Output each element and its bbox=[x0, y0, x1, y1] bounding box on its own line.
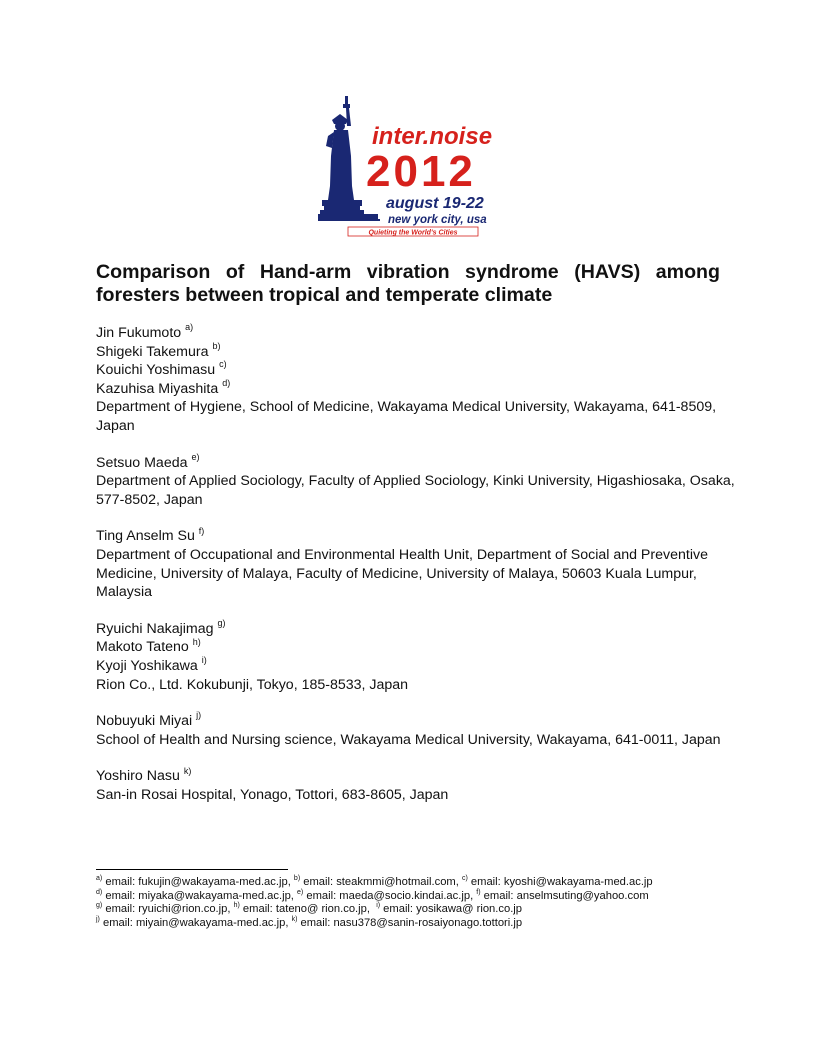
author-group bbox=[96, 527, 736, 601]
footnote-mark: h) bbox=[233, 902, 240, 910]
author-name bbox=[96, 340, 736, 362]
footnote-mark: b) bbox=[293, 875, 301, 883]
footnote-email: email: yosikawa@ rion.co.jp bbox=[380, 903, 523, 916]
author-name-text: Nobuyuki Miyai bbox=[96, 713, 193, 730]
logo-dates: august 19-22 bbox=[386, 195, 484, 212]
footnote-mark: k) bbox=[291, 916, 298, 924]
author-affiliation: San-in Rosai Hospital, Yonago, Tottori, 683-8605, Japan bbox=[96, 786, 449, 803]
paper-title: Comparison of Hand-arm vibration syndrome (HAVS) among foresters between tropical and temperate climate bbox=[96, 261, 720, 306]
footnote-email: email: nasu378@sanin-rosaiyonago.tottori.jp bbox=[297, 916, 523, 929]
author-name bbox=[96, 617, 736, 639]
author-mark: a) bbox=[185, 322, 194, 333]
author-affiliation: Department of Hygiene, School of Medicine, Wakayama Medical University, Wakayama, 641-8509, Japan bbox=[96, 399, 717, 434]
author-group bbox=[96, 767, 736, 804]
author-name-text: Jin Fukumoto bbox=[96, 325, 182, 341]
author-affiliation: School of Health and Nursing science, Wakayama Medical University, Wakayama, 641-0011, Japan bbox=[96, 731, 721, 748]
author-mark: i) bbox=[201, 655, 207, 666]
author-mark: h) bbox=[192, 636, 201, 647]
author-name bbox=[96, 380, 736, 399]
author-name-text: Makoto Tateno bbox=[96, 639, 189, 656]
footnote-mark: a) bbox=[96, 875, 103, 883]
author-name bbox=[96, 324, 736, 343]
author-name bbox=[96, 361, 736, 380]
footnote-email: email: kyoshi@wakayama-med.ac.jp bbox=[467, 876, 653, 888]
author-mark: f) bbox=[198, 525, 205, 536]
author-name-text: Kazuhisa Miyashita bbox=[96, 380, 219, 397]
conference-logo bbox=[318, 96, 504, 242]
author-name-text: Kyoji Yoshikawa bbox=[96, 657, 198, 674]
author-name bbox=[96, 638, 736, 657]
footnote-line bbox=[96, 876, 736, 890]
footnote-mark: d) bbox=[96, 888, 103, 896]
footnote-email: email: fukujin@wakayama-med.ac.jp, bbox=[102, 876, 294, 888]
author-name-text: Shigeki Takemura bbox=[96, 343, 209, 360]
footnote-line bbox=[96, 890, 736, 904]
author-group bbox=[96, 324, 736, 436]
footnote-email: email: steakmmi@hotmail.com, bbox=[300, 876, 462, 888]
footnotes bbox=[96, 876, 736, 930]
footnote-email: email: miyaka@wakayama-med.ac.jp, bbox=[102, 889, 298, 902]
author-name-text: Ting Anselm Su bbox=[96, 528, 195, 545]
author-mark: d) bbox=[222, 378, 231, 389]
footnote-email: email: anselmsuting@yahoo.com bbox=[480, 889, 649, 902]
author-name-text: Setsuo Maeda bbox=[96, 454, 188, 471]
author-mark: j) bbox=[196, 710, 202, 721]
footnote-email: email: tateno@ rion.co.jp, bbox=[239, 903, 377, 916]
footnote-mark: j) bbox=[96, 916, 100, 924]
author-name bbox=[96, 451, 736, 473]
footnote-email: email: ryuichi@rion.co.jp, bbox=[102, 903, 234, 916]
footnote-mark: g) bbox=[96, 902, 103, 910]
author-group bbox=[96, 451, 736, 510]
author-affiliation: Department of Occupational and Environmental Health Unit, Department of Social and Preventive Medicine, University of Malaya, Faculty of Medicine, University of Malaya, 50603 Kuala Lumpur, Malaysia bbox=[96, 546, 708, 601]
author-name bbox=[96, 527, 736, 546]
author-name bbox=[96, 712, 736, 731]
author-name-text: Ryuichi Nakajimag bbox=[96, 620, 214, 637]
author-group bbox=[96, 712, 736, 749]
author-name-text: Kouichi Yoshimasu bbox=[96, 362, 216, 379]
footnote-email: email: miyain@wakayama-med.ac.jp, bbox=[99, 916, 292, 929]
author-group bbox=[96, 617, 736, 694]
author-name-text: Yoshiro Nasu bbox=[96, 768, 180, 785]
logo-city: new york city, usa bbox=[388, 214, 487, 226]
author-list bbox=[96, 324, 736, 822]
author-mark: b) bbox=[212, 340, 221, 351]
author-mark: c) bbox=[219, 359, 227, 370]
footnote-line bbox=[96, 917, 736, 931]
author-name bbox=[96, 767, 736, 786]
author-affiliation: Rion Co., Ltd. Kokubunji, Tokyo, 185-8533, Japan bbox=[96, 676, 409, 693]
author-mark: g) bbox=[217, 617, 226, 628]
logo-brand: inter.noise bbox=[372, 123, 493, 150]
author-affiliation: Department of Applied Sociology, Faculty of Applied Sociology, Kinki University, Higashiosaka, Osaka, 577-8502, Japan bbox=[96, 473, 735, 508]
footnote-line bbox=[96, 903, 736, 917]
author-name bbox=[96, 657, 736, 676]
footnote-mark: e) bbox=[297, 888, 304, 896]
author-mark: e) bbox=[191, 451, 200, 462]
footnote-mark: f) bbox=[476, 888, 481, 896]
footnote-email: email: maeda@socio.kindai.ac.jp, bbox=[303, 889, 477, 902]
logo-year: 2012 bbox=[366, 147, 476, 196]
author-mark: k) bbox=[183, 765, 192, 776]
logo-tagline: Quieting the World's Cities bbox=[368, 229, 458, 237]
footnote-rule bbox=[96, 869, 288, 870]
footnote-mark: c) bbox=[461, 875, 468, 883]
footnote-mark: i) bbox=[376, 902, 381, 910]
